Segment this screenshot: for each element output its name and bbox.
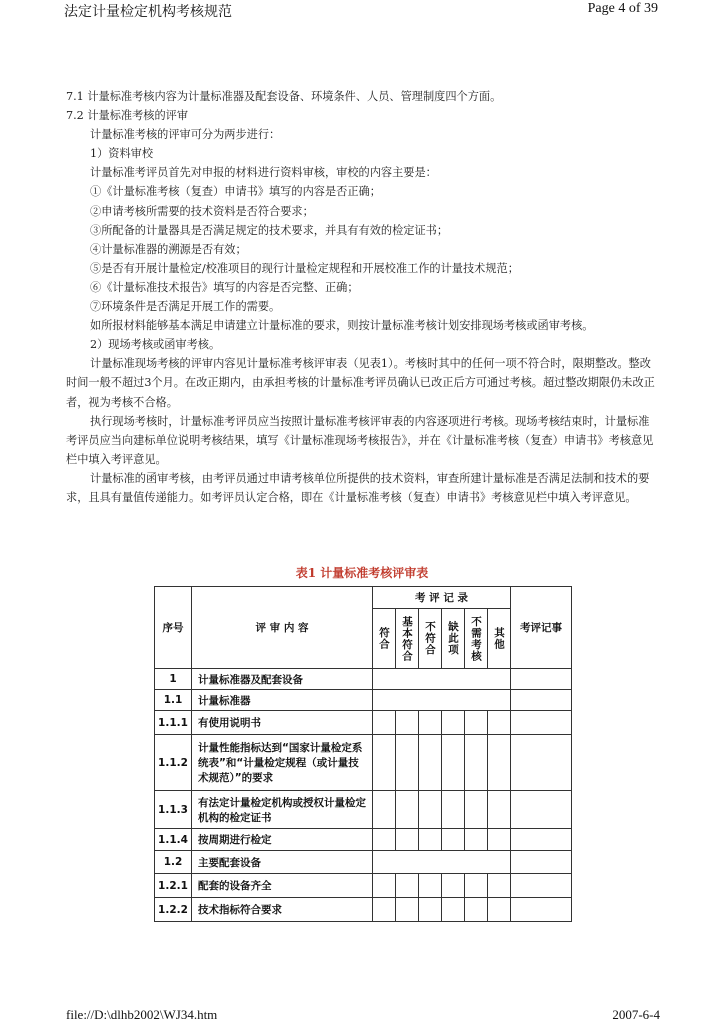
record-cell bbox=[465, 898, 488, 922]
paragraph: 计量标准考评员首先对申报的材料进行资料审核，审校的内容主要是： bbox=[90, 166, 437, 180]
notes-cell bbox=[511, 669, 572, 690]
row-content: 按周期进行检定 bbox=[192, 829, 373, 851]
list-item: ②申请考核所需要的技术资料是否符合要求； bbox=[90, 204, 314, 218]
notes-cell bbox=[511, 735, 572, 791]
notes-cell bbox=[511, 711, 572, 735]
paragraph: 如所报材料能够基本满足申请建立计量标准的要求，则按计量标准考核计划安排现场考核或函审考核。 bbox=[90, 319, 594, 333]
row-number: 1.1 bbox=[155, 690, 192, 711]
record-cell bbox=[442, 735, 465, 791]
evaluation-table bbox=[154, 586, 572, 922]
list-item: ⑥《计量标准技术报告》填写的内容是否完整、正确； bbox=[90, 280, 359, 294]
header-seq: 序号 bbox=[155, 587, 192, 669]
header-notes: 考评记事 bbox=[511, 587, 572, 669]
file-path: file://D:\dlhb2002\WJ34.htm bbox=[66, 1007, 218, 1022]
table-row bbox=[155, 711, 572, 735]
record-cell bbox=[373, 690, 511, 711]
record-cell bbox=[465, 735, 488, 791]
record-cell bbox=[419, 874, 442, 898]
paragraph: 1）资料审校 bbox=[90, 147, 154, 161]
header-content: 评 审 内 容 bbox=[192, 587, 373, 669]
notes-cell bbox=[511, 829, 572, 851]
notes-cell bbox=[511, 851, 572, 874]
record-cell bbox=[396, 791, 419, 829]
record-cell bbox=[442, 898, 465, 922]
record-cell bbox=[488, 791, 511, 829]
header-col: 不符合 bbox=[419, 609, 442, 669]
header-col: 缺此项 bbox=[442, 609, 465, 669]
notes-cell bbox=[511, 874, 572, 898]
record-cell bbox=[396, 874, 419, 898]
header-col: 其他 bbox=[488, 609, 511, 669]
record-cell bbox=[373, 669, 511, 690]
page-indicator: Page 4 of 39 bbox=[587, 1, 658, 16]
record-cell bbox=[373, 791, 396, 829]
record-cell bbox=[488, 829, 511, 851]
record-cell bbox=[442, 829, 465, 851]
notes-cell bbox=[511, 690, 572, 711]
record-cell bbox=[419, 791, 442, 829]
record-cell bbox=[373, 874, 396, 898]
record-cell bbox=[419, 829, 442, 851]
record-cell bbox=[396, 898, 419, 922]
paragraph: 7.2 计量标准考核的评审 bbox=[66, 109, 189, 123]
row-number: 1.1.3 bbox=[155, 791, 192, 829]
record-cell bbox=[373, 711, 396, 735]
record-cell bbox=[465, 829, 488, 851]
record-cell bbox=[373, 898, 396, 922]
record-cell bbox=[442, 791, 465, 829]
body-text bbox=[66, 87, 660, 507]
list-item: ①《计量标准考核（复查）申请书》填写的内容是否正确； bbox=[90, 185, 381, 199]
header-col: 不需考核 bbox=[465, 609, 488, 669]
row-content: 技术指标符合要求 bbox=[192, 898, 373, 922]
record-cell bbox=[373, 829, 396, 851]
table-title: 表1 计量标准考核评审表 bbox=[295, 566, 429, 580]
list-item: ④计量标准器的溯源是否有效； bbox=[90, 242, 247, 256]
header-records: 考 评 记 录 bbox=[373, 587, 511, 609]
record-cell bbox=[396, 829, 419, 851]
row-number: 1.2 bbox=[155, 851, 192, 874]
row-number: 1.2.2 bbox=[155, 898, 192, 922]
paragraph: 执行现场考核时，计量标准考评员应当按照计量标准考核评审表的内容逐项进行考核。现场考核结束时，计量标准考评员应当向建标单位说明考核结果，填写《计量标准现场考核报告》，并在《计量标准考核（复查）申请书》考核意见栏中填入考评意见。 bbox=[66, 414, 654, 466]
table-row bbox=[155, 735, 572, 791]
header-col: 基本符合 bbox=[396, 609, 419, 669]
row-number: 1 bbox=[155, 669, 192, 690]
record-cell bbox=[442, 711, 465, 735]
paragraph: 计量标准考核的评审可分为两步进行： bbox=[90, 128, 281, 142]
record-cell bbox=[373, 735, 396, 791]
table-row bbox=[155, 874, 572, 898]
record-cell bbox=[419, 898, 442, 922]
record-cell bbox=[465, 874, 488, 898]
header-col: 符合 bbox=[373, 609, 396, 669]
paragraph: 计量标准的函审考核，由考评员通过申请考核单位所提供的技术资料，审查所建计量标准是否满足法制和技术的要求，且具有量值传递能力。如考评员认定合格，即在《计量标准考核（复查）申请书》考核意见栏中填入考评意见。 bbox=[66, 471, 650, 504]
row-content: 计量性能指标达到“国家计量检定系统表”和“计量检定规程（或计量技术规范）”的要求 bbox=[192, 735, 373, 791]
record-cell bbox=[396, 711, 419, 735]
row-number: 1.1.1 bbox=[155, 711, 192, 735]
row-content: 有使用说明书 bbox=[192, 711, 373, 735]
paragraph: 7.1 计量标准考核内容为计量标准器及配套设备、环境条件、人员、管理制度四个方面。 bbox=[66, 90, 502, 103]
table-row bbox=[155, 690, 572, 711]
table-row bbox=[155, 898, 572, 922]
row-number: 1.2.1 bbox=[155, 874, 192, 898]
notes-cell bbox=[511, 898, 572, 922]
record-cell bbox=[465, 791, 488, 829]
record-cell bbox=[465, 711, 488, 735]
print-date: 2007-6-4 bbox=[612, 1007, 660, 1022]
record-cell bbox=[396, 735, 419, 791]
list-item: ⑤是否有开展计量检定/校准项目的现行计量检定规程和开展校准工作的计量技术规范； bbox=[90, 261, 519, 275]
record-cell bbox=[488, 711, 511, 735]
record-cell bbox=[488, 898, 511, 922]
row-content: 配套的设备齐全 bbox=[192, 874, 373, 898]
row-content: 计量标准器及配套设备 bbox=[192, 669, 373, 690]
row-content: 有法定计量检定机构或授权计量检定机构的检定证书 bbox=[192, 791, 373, 829]
record-cell bbox=[373, 851, 511, 874]
list-item: ⑦环境条件是否满足开展工作的需要。 bbox=[90, 300, 281, 314]
table-row bbox=[155, 829, 572, 851]
list-item: ③所配备的计量器具是否满足规定的技术要求，并具有有效的检定证书； bbox=[90, 223, 449, 237]
record-cell bbox=[488, 735, 511, 791]
document-title: 法定计量检定机构考核规范 bbox=[64, 4, 232, 20]
record-cell bbox=[419, 711, 442, 735]
paragraph: 计量标准现场考核的评审内容见计量标准考核评审表（见表1）。考核时其中的任何一项不符合时，限期整改。整改时间一般不超过3个月。在改正期内，由承担考核的计量标准考评员确认已改正后方可通过考核。超过整改期限仍未改正者，视为考核不合格。 bbox=[66, 357, 655, 409]
row-content: 主要配套设备 bbox=[192, 851, 373, 874]
paragraph: 2）现场考核或函审考核。 bbox=[90, 338, 221, 352]
table-row bbox=[155, 851, 572, 874]
row-number: 1.1.2 bbox=[155, 735, 192, 791]
table-row bbox=[155, 791, 572, 829]
row-number: 1.1.4 bbox=[155, 829, 192, 851]
table-row bbox=[155, 669, 572, 690]
record-cell bbox=[419, 735, 442, 791]
record-cell bbox=[442, 874, 465, 898]
notes-cell bbox=[511, 791, 572, 829]
row-content: 计量标准器 bbox=[192, 690, 373, 711]
record-cell bbox=[488, 874, 511, 898]
